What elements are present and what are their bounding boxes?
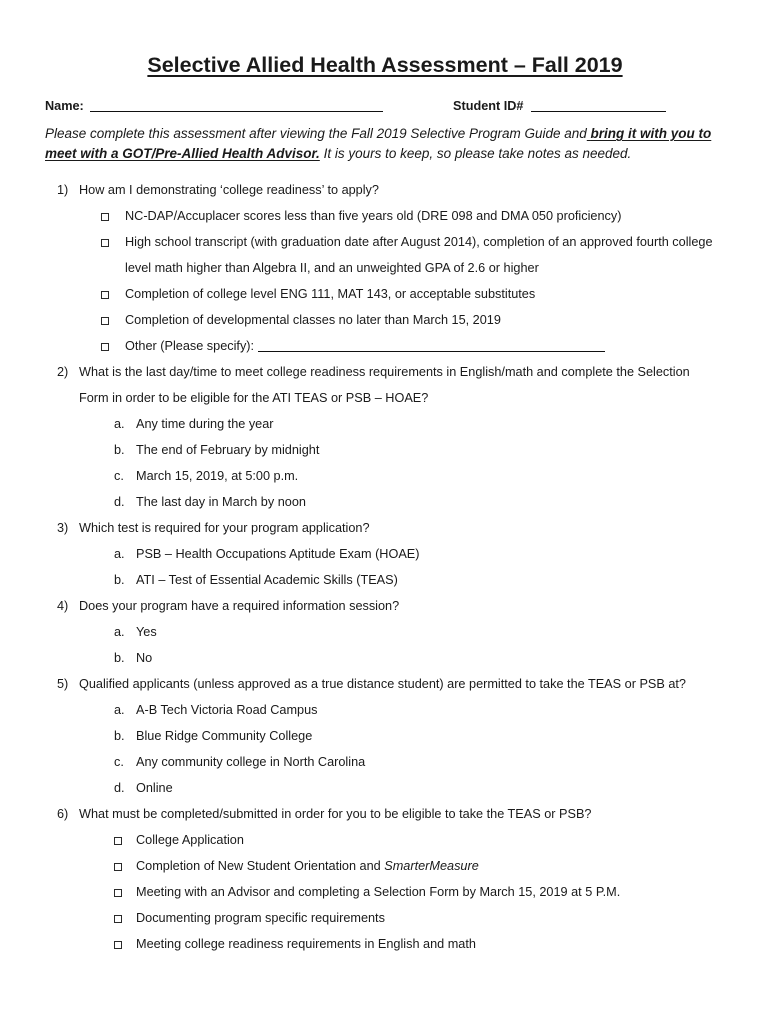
answer-row — [0, 463, 770, 489]
question-1 — [0, 177, 770, 203]
answer-text: March 15, 2019, at 5:00 p.m. — [136, 469, 299, 483]
student-id-field[interactable] — [531, 96, 666, 112]
answer-letter: b. — [114, 651, 125, 665]
option-checkbox[interactable] — [114, 941, 122, 949]
answer-letter: d. — [114, 495, 125, 509]
option-row — [0, 203, 770, 229]
answer-row — [0, 567, 770, 593]
answer-row — [0, 697, 770, 723]
option-row — [0, 307, 770, 333]
option-row — [0, 333, 770, 359]
answer-text: PSB – Health Occupations Aptitude Exam (HOAE) — [136, 547, 420, 561]
answer-row — [0, 749, 770, 775]
answer-row — [0, 437, 770, 463]
instructions-line-2 — [45, 144, 711, 164]
answer-letter: c. — [114, 755, 124, 769]
question-number: 4) — [57, 599, 69, 613]
answer-letter: d. — [114, 781, 125, 795]
question-4 — [0, 593, 770, 619]
instructions — [45, 124, 711, 164]
instructions-line-1 — [45, 124, 711, 144]
option-checkbox[interactable] — [114, 889, 122, 897]
answer-text: Blue Ridge Community College — [136, 729, 313, 743]
answer-letter: b. — [114, 729, 125, 743]
answer-text: Yes — [136, 625, 157, 639]
option-text: Meeting with an Advisor and completing a Selection Form by March 15, 2019 at 5 P.M. — [136, 885, 621, 899]
option-checkbox[interactable] — [114, 863, 122, 871]
name-field[interactable] — [90, 96, 383, 112]
option-text: Completion of developmental classes no later than March 15, 2019 — [125, 313, 501, 327]
instructions-text: Please complete this assessment after viewing the Fall 2019 Selective Program Guide and — [45, 126, 587, 141]
option-text-continued: level math higher than Algebra II, and an unweighted GPA of 2.6 or higher — [125, 261, 539, 275]
answer-letter: b. — [114, 443, 125, 457]
instructions-text: It is yours to keep, so please take notes as needed. — [323, 146, 632, 161]
document-title: Selective Allied Health Assessment – Fall 2019 — [147, 53, 623, 77]
name-label: Name: — [45, 99, 84, 113]
option-text: Completion of New Student Orientation and — [136, 859, 381, 873]
answer-row — [0, 411, 770, 437]
option-checkbox[interactable] — [101, 343, 109, 351]
answer-row — [0, 541, 770, 567]
option-row — [0, 879, 770, 905]
answer-letter: b. — [114, 573, 125, 587]
option-text-group — [136, 853, 479, 879]
question-text: What must be completed/submitted in order for you to be eligible to take the TEAS or PSB? — [79, 807, 592, 821]
answer-text: The end of February by midnight — [136, 443, 320, 457]
question-number: 2) — [57, 365, 69, 379]
answer-letter: a. — [114, 703, 125, 717]
question-text: Which test is required for your program application? — [79, 521, 370, 535]
answer-row — [0, 619, 770, 645]
question-number: 1) — [57, 183, 69, 197]
option-emphasis-text: SmarterMeasure — [384, 859, 479, 873]
option-text: Documenting program specific requirements — [136, 911, 385, 925]
answer-text: Any community college in North Carolina — [136, 755, 366, 769]
question-list — [0, 177, 770, 957]
option-row-continued — [0, 255, 770, 281]
answer-text: A-B Tech Victoria Road Campus — [136, 703, 318, 717]
option-checkbox[interactable] — [114, 915, 122, 923]
answer-text: Any time during the year — [136, 417, 274, 431]
answer-row — [0, 489, 770, 515]
student-id-label: Student ID# — [453, 99, 524, 113]
question-number: 6) — [57, 807, 69, 821]
student-info-row — [0, 96, 770, 116]
answer-letter: a. — [114, 625, 125, 639]
question-text: What is the last day/time to meet college readiness requirements in English/math and complete the Selection — [79, 365, 690, 379]
answer-text: ATI – Test of Essential Academic Skills (TEAS) — [136, 573, 398, 587]
answer-row — [0, 723, 770, 749]
option-text: High school transcript (with graduation date after August 2014), completion of an approved fourth college — [125, 235, 713, 249]
answer-text: Online — [136, 781, 173, 795]
question-text-continued-row — [0, 385, 770, 411]
option-text: Meeting college readiness requirements in English and math — [136, 937, 476, 951]
instructions-emphasis — [587, 126, 712, 141]
other-specify-field[interactable] — [258, 338, 605, 352]
answer-letter: a. — [114, 417, 125, 431]
question-text-continued: Form in order to be eligible for the ATI TEAS or PSB – HOAE? — [79, 391, 429, 405]
option-row — [0, 281, 770, 307]
option-row — [0, 827, 770, 853]
answer-text: No — [136, 651, 153, 665]
option-row — [0, 853, 770, 879]
question-6 — [0, 801, 770, 827]
question-number: 5) — [57, 677, 69, 691]
instructions-emphasis-text: bring it with you to — [590, 126, 712, 141]
option-row — [0, 931, 770, 957]
option-row — [0, 905, 770, 931]
option-text: Other (Please specify): — [125, 339, 255, 353]
option-text: Completion of college level ENG 111, MAT 143, or acceptable substitutes — [125, 287, 536, 301]
option-checkbox[interactable] — [101, 317, 109, 325]
question-5 — [0, 671, 770, 697]
option-checkbox[interactable] — [114, 837, 122, 845]
answer-row — [0, 775, 770, 801]
instructions-emphasis: meet with a GOT/Pre-Allied Health Advisor. — [45, 146, 320, 161]
question-number: 3) — [57, 521, 69, 535]
question-text: Qualified applicants (unless approved as a true distance student) are permitted to take the TEAS or PSB at? — [79, 677, 686, 691]
question-text: How am I demonstrating ‘college readiness’ to apply? — [79, 183, 379, 197]
answer-letter: c. — [114, 469, 124, 483]
option-checkbox[interactable] — [101, 291, 109, 299]
option-row — [0, 229, 770, 255]
option-text: NC-DAP/Accuplacer scores less than five years old (DRE 098 and DMA 050 proficiency) — [125, 209, 622, 223]
answer-text: The last day in March by noon — [136, 495, 306, 509]
option-text: College Application — [136, 833, 244, 847]
option-checkbox[interactable] — [101, 239, 109, 247]
answer-row — [0, 645, 770, 671]
option-checkbox[interactable] — [101, 213, 109, 221]
answer-letter: a. — [114, 547, 125, 561]
question-2 — [0, 359, 770, 385]
question-3 — [0, 515, 770, 541]
question-text: Does your program have a required information session? — [79, 599, 400, 613]
